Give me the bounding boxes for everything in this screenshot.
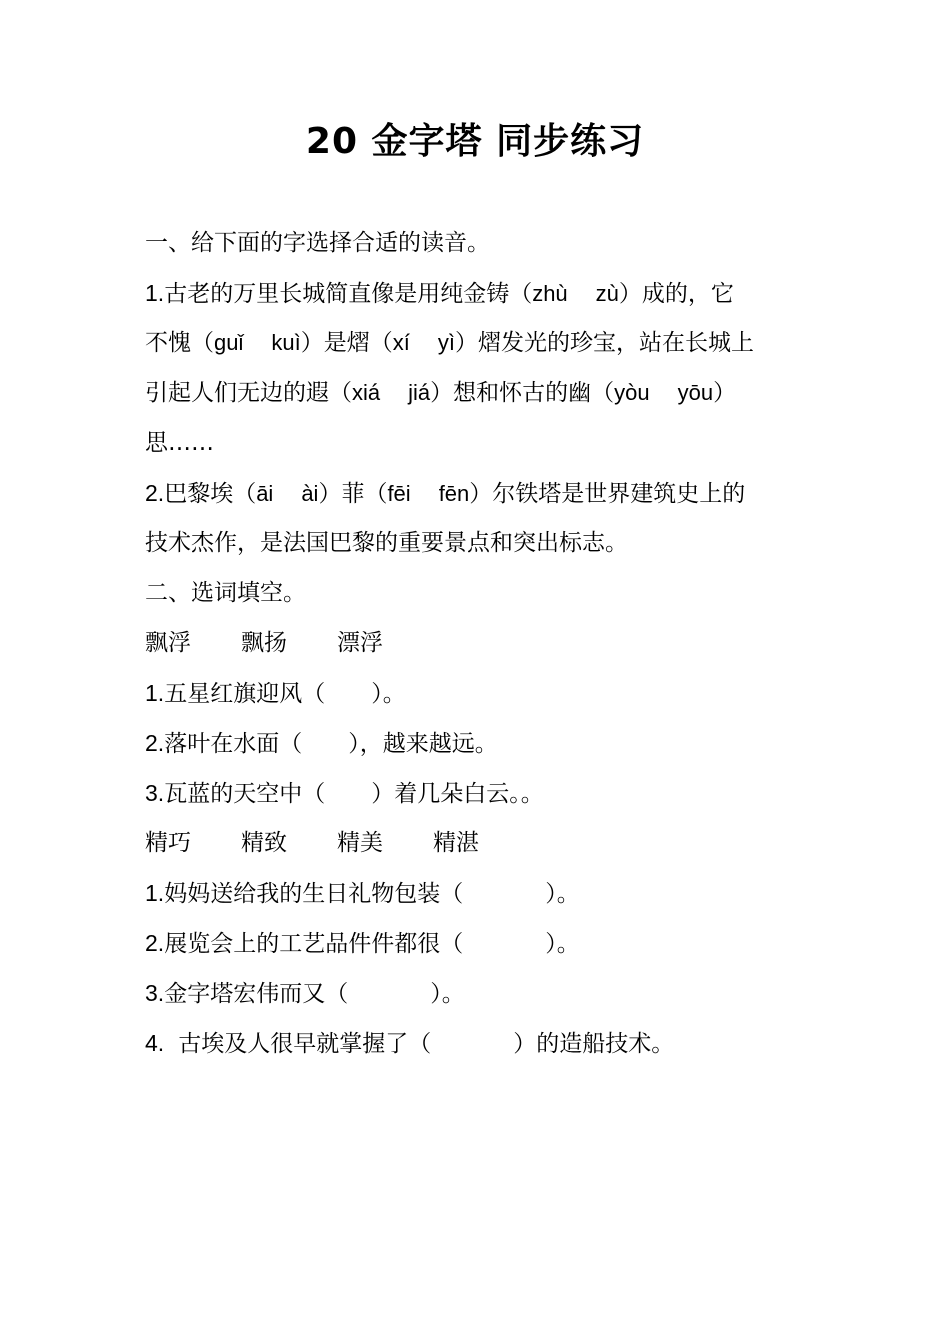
pinyin-option: yì: [437, 330, 455, 355]
section1-q1-line2: 不愧（guǐ kuì）是熠（xí yì）熠发光的珍宝，站在长城上: [145, 330, 754, 356]
section2-heading: 二、选词填空。: [145, 580, 306, 606]
page-title: 20 金字塔 同步练习: [305, 121, 645, 162]
fill-item: 2.展览会上的工艺品件件都很（ ）。: [145, 930, 580, 957]
pinyin-option: āi: [256, 481, 274, 506]
section1-heading: 一、给下面的字选择合适的读音。: [145, 230, 490, 256]
pinyin-option: kuì: [271, 330, 301, 355]
section1-q1-line3: 引起人们无边的遐（xiá jiá）想和怀古的幽（yòu yōu）: [145, 380, 737, 406]
section1-q1-line4: 思……: [145, 430, 214, 456]
pinyin-option: zhù: [532, 281, 568, 306]
pinyin-option: ài: [301, 481, 319, 506]
fill-item: 3.金字塔宏伟而又（ ）。: [145, 980, 465, 1007]
section1-q2-line2: 技术杰作，是法国巴黎的重要景点和突出标志。: [145, 530, 628, 556]
fill-item: 1.妈妈送给我的生日礼物包装（ ）。: [145, 880, 580, 907]
word-bank-2: [145, 818, 810, 868]
section1-q2-line1: 2.巴黎埃（āi ài）菲（fēi fēn）尔铁塔是世界建筑史上的: [145, 480, 746, 507]
pinyin-option: xiá: [352, 380, 381, 405]
word-bank-1: [145, 618, 810, 668]
fill-item: 3.瓦蓝的天空中（ ）着几朵白云。。: [145, 780, 544, 807]
pinyin-option: yòu: [614, 380, 650, 405]
word-option: 精致: [241, 830, 287, 856]
word-option: 飘扬: [241, 630, 287, 656]
word-option: 精湛: [433, 830, 479, 856]
word-option: 精美: [337, 830, 383, 856]
section1-q1-line1: 1.古老的万里长城简直像是用纯金铸（zhù zù）成的，它: [145, 280, 734, 307]
pinyin-option: guǐ: [214, 330, 244, 355]
word-option: 漂浮: [337, 630, 383, 656]
pinyin-option: fēi: [387, 481, 411, 506]
pinyin-option: zù: [595, 281, 619, 306]
worksheet-body: [145, 218, 810, 1068]
pinyin-option: yōu: [677, 380, 714, 405]
pinyin-option: fēn: [438, 481, 470, 506]
pinyin-option: jiá: [408, 380, 431, 405]
fill-item: 1.五星红旗迎风（ ）。: [145, 680, 406, 707]
word-option: 精巧: [145, 830, 191, 856]
fill-item: 4. 古埃及人很早就掌握了（ ）的造船技术。: [145, 1030, 675, 1057]
pinyin-option: xí: [392, 330, 410, 355]
word-option: 飘浮: [145, 630, 191, 656]
fill-item: 2.落叶在水面（ ），越来越远。: [145, 730, 498, 757]
